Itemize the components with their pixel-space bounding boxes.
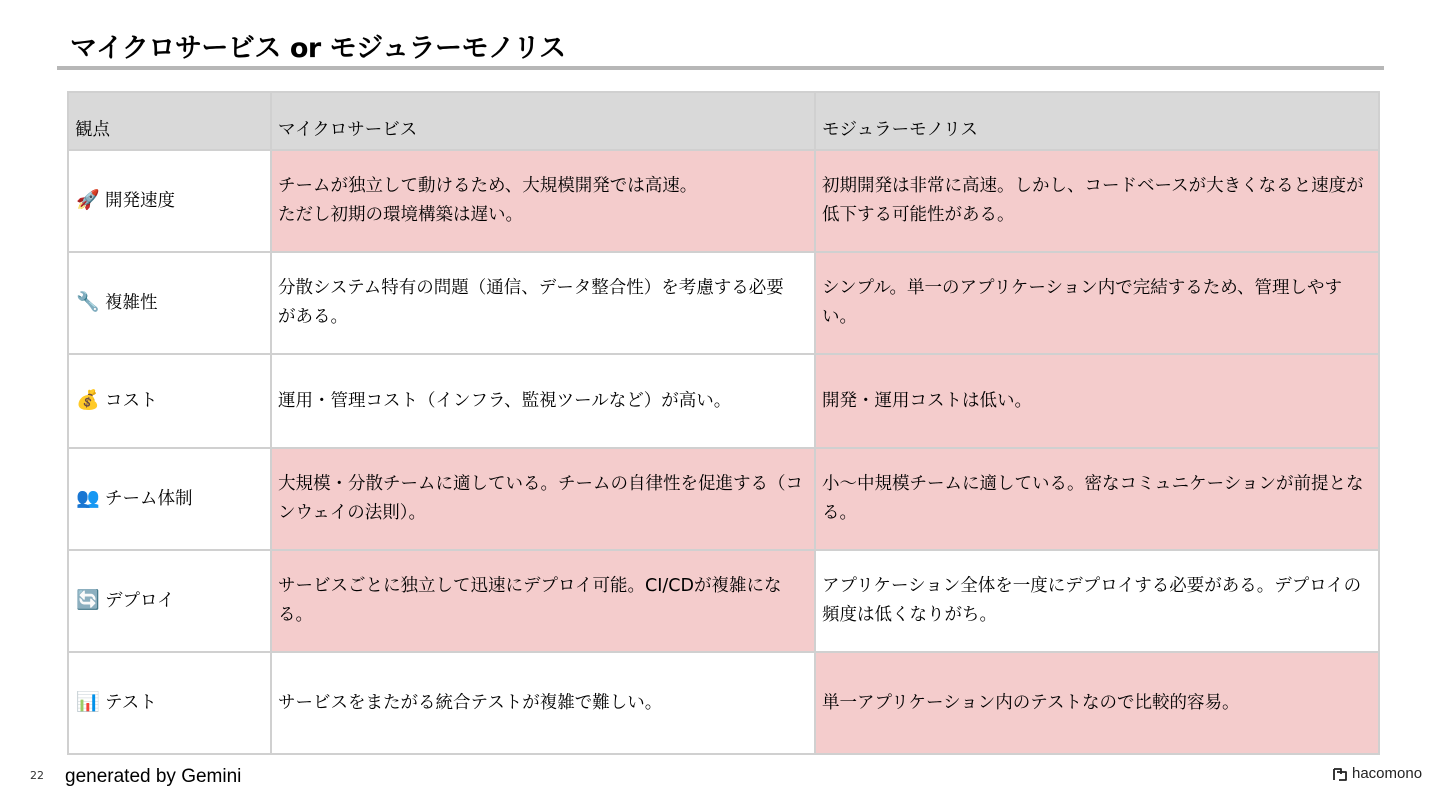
- cell-text: シンプル。単一のアプリケーション内で完結するため、管理しやす: [822, 278, 1343, 298]
- footer-note: generated by Gemini: [65, 766, 242, 787]
- cell-text: 初期開発は非常に高速。しかし、コードベースが大きくなると速度が: [822, 176, 1364, 196]
- monolith-cell: [815, 150, 1379, 252]
- table-row: [68, 448, 1379, 550]
- cell-text: 低下する可能性がある。: [822, 205, 1015, 225]
- microservices-cell: [271, 354, 815, 448]
- comparison-table: [67, 91, 1380, 755]
- cell-text: る。: [278, 605, 313, 625]
- cell-text: 開発・運用コストは低い。: [822, 390, 1032, 411]
- wrench-icon: 🔧: [76, 291, 100, 313]
- table-row: [68, 652, 1379, 754]
- cell-text: い。: [822, 307, 857, 327]
- aspect-label: テスト: [105, 693, 157, 713]
- aspect-cell: [68, 354, 271, 448]
- hacomono-logo-icon: [1332, 766, 1348, 782]
- cell-text: チームが独立して動けるため、大規模開発では高速。: [278, 176, 698, 196]
- cell-text: 頻度は低くなりがち。: [822, 605, 997, 625]
- monolith-cell: [815, 354, 1379, 448]
- aspect-label: 複雑性: [105, 293, 158, 313]
- table-header-row: [68, 92, 1379, 150]
- page-number: 22: [30, 769, 44, 782]
- refresh-icon: 🔄: [76, 589, 100, 611]
- brand-logo: [1332, 765, 1422, 782]
- table-row: [68, 150, 1379, 252]
- cell-text: 小～中規模チームに適している。密なコミュニケーションが前提とな: [822, 474, 1364, 494]
- aspect-cell: [68, 252, 271, 354]
- microservices-cell: [271, 150, 815, 252]
- monolith-cell: [815, 252, 1379, 354]
- microservices-cell: [271, 448, 815, 550]
- title-underline: [57, 66, 1384, 70]
- aspect-cell: [68, 448, 271, 550]
- cell-text: アプリケーション全体を一度にデプロイする必要がある。デプロイの: [822, 576, 1362, 596]
- microservices-cell: [271, 550, 815, 652]
- aspect-label: チーム体制: [105, 489, 193, 509]
- header-modular-monolith: モジュラーモノリス: [815, 92, 1379, 150]
- aspect-label: コスト: [105, 391, 158, 411]
- aspect-label: 開発速度: [105, 191, 175, 211]
- monolith-cell: [815, 652, 1379, 754]
- microservices-cell: [271, 252, 815, 354]
- table-row: [68, 354, 1379, 448]
- monolith-cell: [815, 550, 1379, 652]
- cell-text: ただし初期の環境構築は遅い。: [278, 205, 523, 225]
- money-bag-icon: 💰: [76, 389, 100, 411]
- bar-chart-icon: 📊: [76, 691, 100, 713]
- aspect-label: デプロイ: [105, 591, 175, 611]
- monolith-cell: [815, 448, 1379, 550]
- brand-name: hacomono: [1352, 765, 1423, 782]
- cell-text: 大規模・分散チームに適している。チームの自律性を促進する（コ: [278, 474, 803, 494]
- microservices-cell: [271, 652, 815, 754]
- cell-text: がある。: [278, 307, 348, 327]
- cell-text: サービスをまたがる統合テストが複雑で難しい。: [278, 692, 663, 713]
- cell-text: 運用・管理コスト（インフラ、監視ツールなど）が高い。: [278, 390, 732, 411]
- cell-text: 分散システム特有の問題（通信、データ整合性）を考慮する必要: [278, 278, 784, 298]
- header-aspect: 観点: [68, 92, 271, 150]
- header-microservices: マイクロサービス: [271, 92, 815, 150]
- aspect-cell: [68, 550, 271, 652]
- table-row: [68, 252, 1379, 354]
- aspect-cell: [68, 652, 271, 754]
- cell-text: サービスごとに独立して迅速にデプロイ可能。CI/CDが複雑にな: [278, 576, 782, 596]
- slide-title: マイクロサービス or モジュラーモノリス: [70, 33, 566, 64]
- table-row: [68, 550, 1379, 652]
- people-icon: 👥: [76, 487, 100, 509]
- aspect-cell: [68, 150, 271, 252]
- cell-text: る。: [822, 503, 857, 523]
- cell-text: 単一アプリケーション内のテストなので比較的容易。: [822, 692, 1240, 713]
- rocket-icon: 🚀: [76, 189, 100, 211]
- cell-text: ンウェイの法則）。: [278, 503, 427, 523]
